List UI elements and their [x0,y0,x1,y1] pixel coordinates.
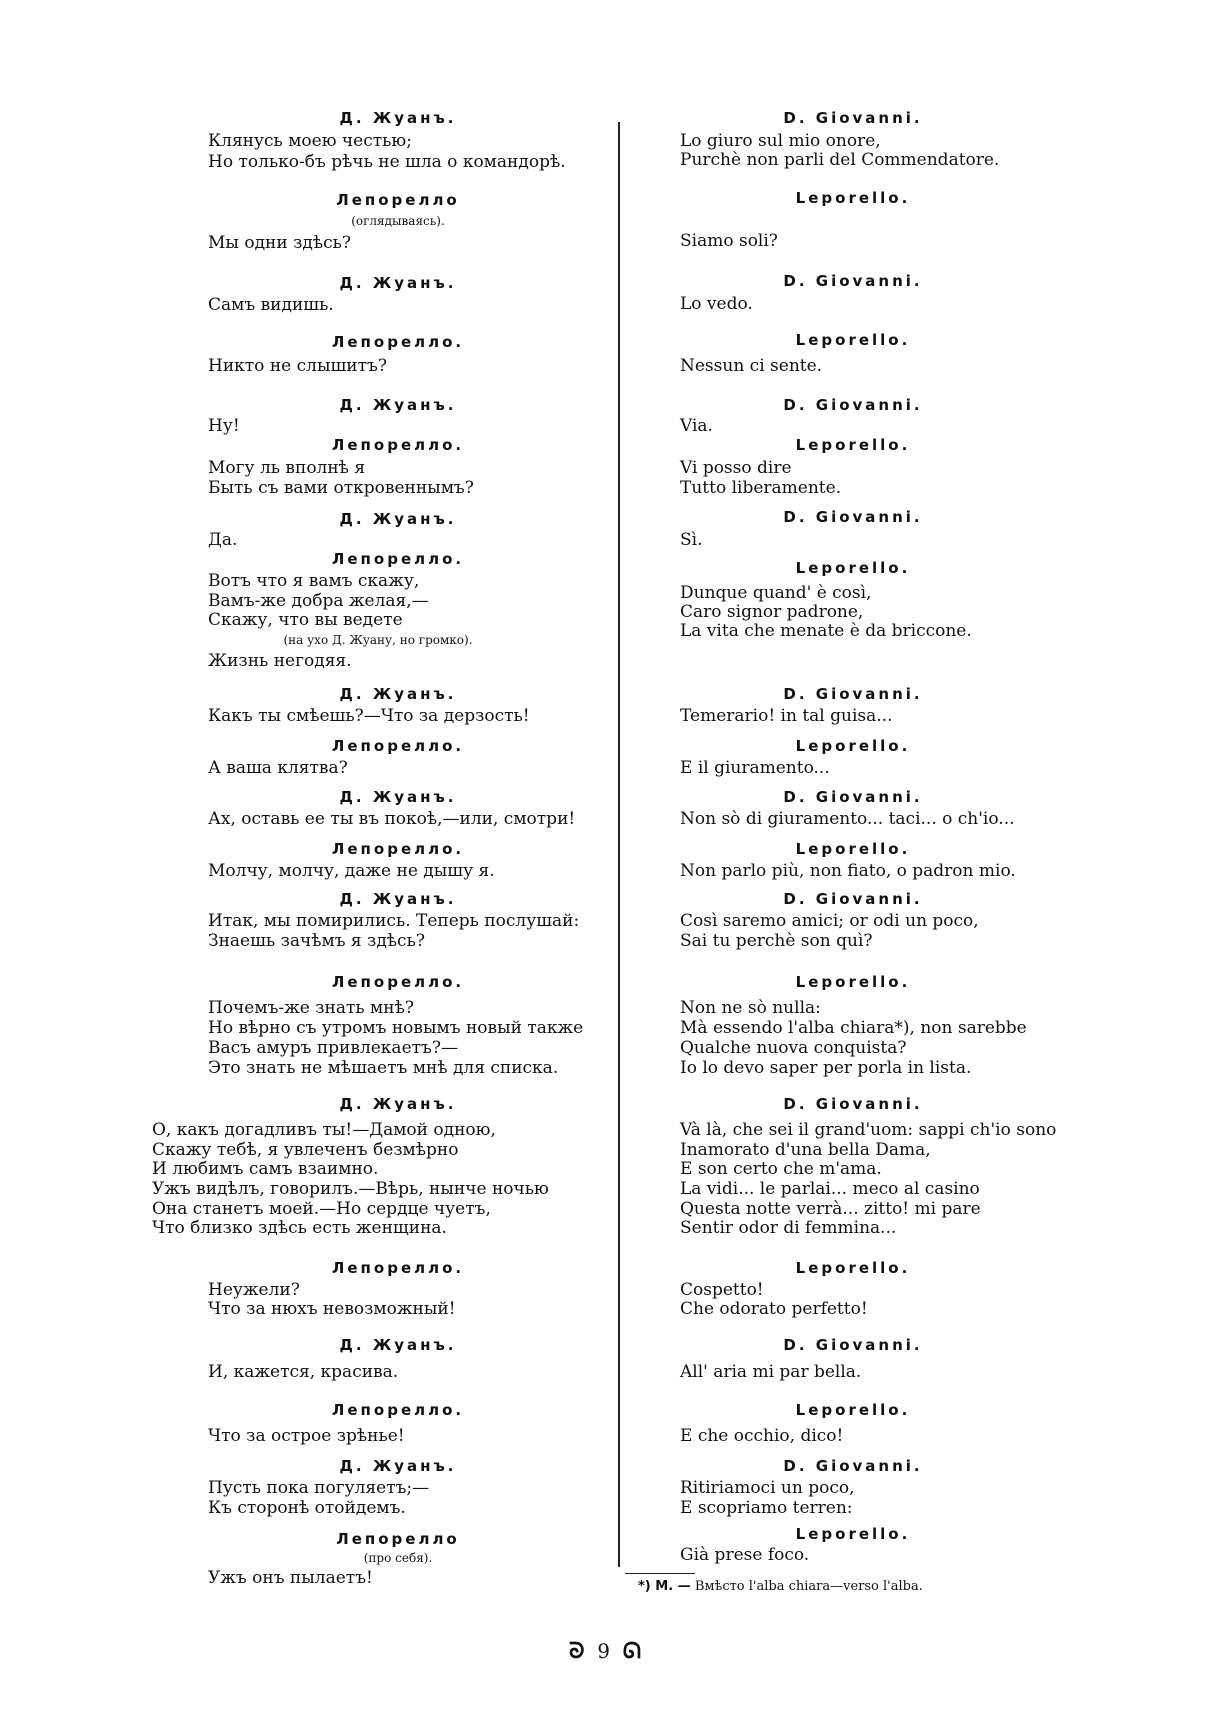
russian-verse-line: Клянусь моею честью; [208,131,412,151]
italian-verse-line: Che odorato perfetto! [680,1299,868,1319]
russian-verse-line: Быть съ вами откровеннымъ? [208,478,474,498]
russian-speaker: Д. Жуанъ. [339,1457,457,1475]
italian-verse-line: La vidi... le parlai... meco al casino [680,1179,980,1199]
italian-verse-line: Già prese foco. [680,1545,810,1565]
italian-verse-line: E son certo che m'ama. [680,1159,882,1179]
russian-verse-line: Жизнь негодяя. [208,651,352,671]
footnote [638,1579,923,1594]
russian-speaker: Д. Жуанъ. [339,788,457,806]
italian-speaker: Leporello. [795,737,911,755]
russian-verse-line: И, кажется, красива. [208,1362,399,1382]
russian-verse-line: Что близко здѣсь есть женщина. [152,1218,447,1238]
italian-verse-line: E scopriamo terren: [680,1498,853,1518]
russian-verse-line: Ну! [208,416,240,436]
italian-verse-line: Io lo devo saper per porla in lista. [680,1058,972,1078]
page-number-value: 9 [597,1639,610,1663]
russian-verse-line: Молчу, молчу, даже не дышу я. [208,861,495,881]
russian-speaker: Лепорелло. [331,550,465,568]
footnote-text: Вмѣсто l'alba chiara—verso l'alba. [694,1579,923,1594]
russian-speaker: Лепорелло. [331,1401,465,1419]
russian-verse-line: Пусть пока погуляетъ;— [208,1478,430,1498]
italian-verse-line: Via. [680,416,713,436]
russian-speaker: Д. Жуанъ. [339,1095,457,1113]
russian-speaker: Д. Жуанъ. [339,890,457,908]
italian-verse-line: Siamo soli? [680,231,778,251]
right-ornament: ᘏ [622,1638,641,1664]
italian-speaker: D. Giovanni. [783,109,923,127]
italian-speaker: D. Giovanni. [783,890,923,908]
russian-speaker: Д. Жуанъ. [339,510,457,528]
russian-verse-line: Мы одни здѣсь? [208,233,351,253]
russian-stage-direction: (про себя). [363,1551,433,1565]
italian-verse-line: Lo vedo. [680,294,753,314]
italian-speaker: Leporello. [795,1525,911,1543]
russian-speaker: Д. Жуанъ. [339,1336,457,1354]
italian-verse-line: Nessun ci sente. [680,356,823,376]
italian-verse-line: E che occhio, dico! [680,1426,844,1446]
italian-verse-line: La vita che menate è da briccone. [680,621,972,641]
italian-verse-line: Non parlo più, non fiato, o padron mio. [680,861,1016,881]
russian-verse-line: Могу ль вполнѣ я [208,458,366,478]
russian-verse-line: Но только-бъ рѣчь не шла о командорѣ. [208,152,566,172]
italian-verse-line: Purchè non parli del Commendatore. [680,150,1000,170]
column-divider [618,122,620,1567]
russian-verse-line: Это знать не мѣшаетъ мнѣ для списка. [208,1058,559,1078]
russian-verse-line: Что за нюхъ невозможный! [208,1299,456,1319]
italian-verse-line: Cospetto! [680,1280,764,1300]
footnote-mark: *) M. — [638,1579,691,1594]
italian-verse-line: Vi posso dire [680,458,792,478]
russian-verse-line: Къ сторонѣ отойдемъ. [208,1498,406,1518]
russian-verse-line: Но вѣрно съ утромъ новымъ новый также [208,1018,584,1038]
russian-speaker: Лепорелло [336,1530,460,1548]
italian-speaker: D. Giovanni. [783,1336,923,1354]
russian-speaker: Лепорелло. [331,973,465,991]
footnote-rule [625,1573,695,1574]
russian-verse-line: Ах, оставь ее ты въ покоѣ,—или, смотри! [208,809,576,829]
italian-speaker: Leporello. [795,189,911,207]
italian-verse-line: Questa notte verrà... zitto! mi pare [680,1199,981,1219]
italian-verse-line: Non ne sò nulla: [680,998,821,1018]
italian-verse-line: Sentir odor di femmina... [680,1218,897,1238]
russian-verse-line: Вотъ что я вамъ скажу, [208,571,420,591]
russian-verse-line: Васъ амуръ привлекаетъ?— [208,1038,458,1058]
russian-verse-line: Да. [208,530,238,550]
italian-verse-line: Dunque quand' è così, [680,583,872,603]
russian-stage-direction: (на ухо Д. Жуану, но громко). [283,633,473,647]
russian-verse-line: Никто не слышитъ? [208,356,387,376]
russian-verse-line: Скажу, что вы ведете [208,610,403,630]
russian-speaker: Лепорелло. [331,840,465,858]
italian-verse-line: Lo giuro sul mio onore, [680,131,881,151]
italian-speaker: D. Giovanni. [783,1457,923,1475]
russian-verse-line: Что за острое зрѣнье! [208,1426,405,1446]
russian-verse-line: Почемъ-же знать мнѣ? [208,998,414,1018]
russian-verse-line: И любимъ самъ взаимно. [152,1159,379,1179]
italian-verse-line: Ritiriamoci un poco, [680,1478,855,1498]
italian-verse-line: Tutto liberamente. [680,478,842,498]
italian-verse-line: Temerario! in tal guisa... [680,706,893,726]
russian-verse-line: Ужъ видѣлъ, говорилъ.—Вѣрь, нынче ночью [152,1179,549,1199]
russian-verse-line: Какъ ты смѣешь?—Что за дерзость! [208,706,530,726]
italian-speaker: D. Giovanni. [783,272,923,290]
russian-speaker: Лепорелло. [331,1259,465,1277]
italian-speaker: D. Giovanni. [783,1095,923,1113]
italian-verse-line: Sì. [680,530,703,550]
russian-verse-line: Самъ видишь. [208,295,334,315]
italian-verse-line: Mà essendo l'alba chiara*), non sarebbe [680,1018,1027,1038]
page-number [540,1638,670,1664]
italian-speaker: Leporello. [795,1401,911,1419]
italian-speaker: Leporello. [795,973,911,991]
russian-verse-line: Она станетъ моей.—Но сердце чуетъ, [152,1199,491,1219]
italian-verse-line: Inamorato d'una bella Dama, [680,1140,931,1160]
russian-verse-line: О, какъ догадливъ ты!—Дамой одною, [152,1120,496,1140]
russian-speaker: Д. Жуанъ. [339,685,457,703]
italian-speaker: Leporello. [795,331,911,349]
russian-speaker: Д. Жуанъ. [339,396,457,414]
russian-verse-line: Скажу тебѣ, я увлеченъ безмѣрно [152,1140,459,1160]
russian-verse-line: Итак, мы помирились. Теперь послушай: [208,911,580,931]
russian-speaker: Лепорелло. [331,333,465,351]
russian-verse-line: Вамъ-же добра желая,— [208,591,429,611]
italian-verse-line: E il giuramento... [680,758,830,778]
italian-speaker: Leporello. [795,840,911,858]
italian-verse-line: Sai tu perchè son quì? [680,931,873,951]
italian-speaker: D. Giovanni. [783,788,923,806]
italian-verse-line: Così saremo amici; or odi un poco, [680,911,979,931]
italian-speaker: D. Giovanni. [783,396,923,414]
russian-speaker: Лепорелло. [331,436,465,454]
italian-speaker: Leporello. [795,436,911,454]
italian-verse-line: All' aria mi par bella. [680,1362,862,1382]
italian-verse-line: Caro signor padrone, [680,602,864,622]
russian-verse-line: Знаешь зачѣмъ я здѣсь? [208,931,425,951]
russian-verse-line: Неужели? [208,1280,300,1300]
italian-speaker: Leporello. [795,1259,911,1277]
russian-verse-line: А ваша клятва? [208,758,348,778]
russian-verse-line: Ужъ онъ пылаетъ! [208,1568,373,1588]
italian-speaker: Leporello. [795,559,911,577]
left-ornament: ᘐ [569,1638,585,1664]
russian-speaker: Д. Жуанъ. [339,274,457,292]
italian-speaker: D. Giovanni. [783,508,923,526]
russian-stage-direction: (оглядываясь). [351,214,445,228]
russian-speaker: Д. Жуанъ. [339,109,457,127]
russian-speaker: Лепорелло [336,191,460,209]
italian-verse-line: Qualche nuova conquista? [680,1038,907,1058]
italian-speaker: D. Giovanni. [783,685,923,703]
italian-verse-line: Non sò di giuramento... taci... o ch'io... [680,809,1015,829]
russian-speaker: Лепорелло. [331,737,465,755]
italian-verse-line: Và là, che sei il grand'uom: sappi ch'io sono [680,1120,1057,1140]
